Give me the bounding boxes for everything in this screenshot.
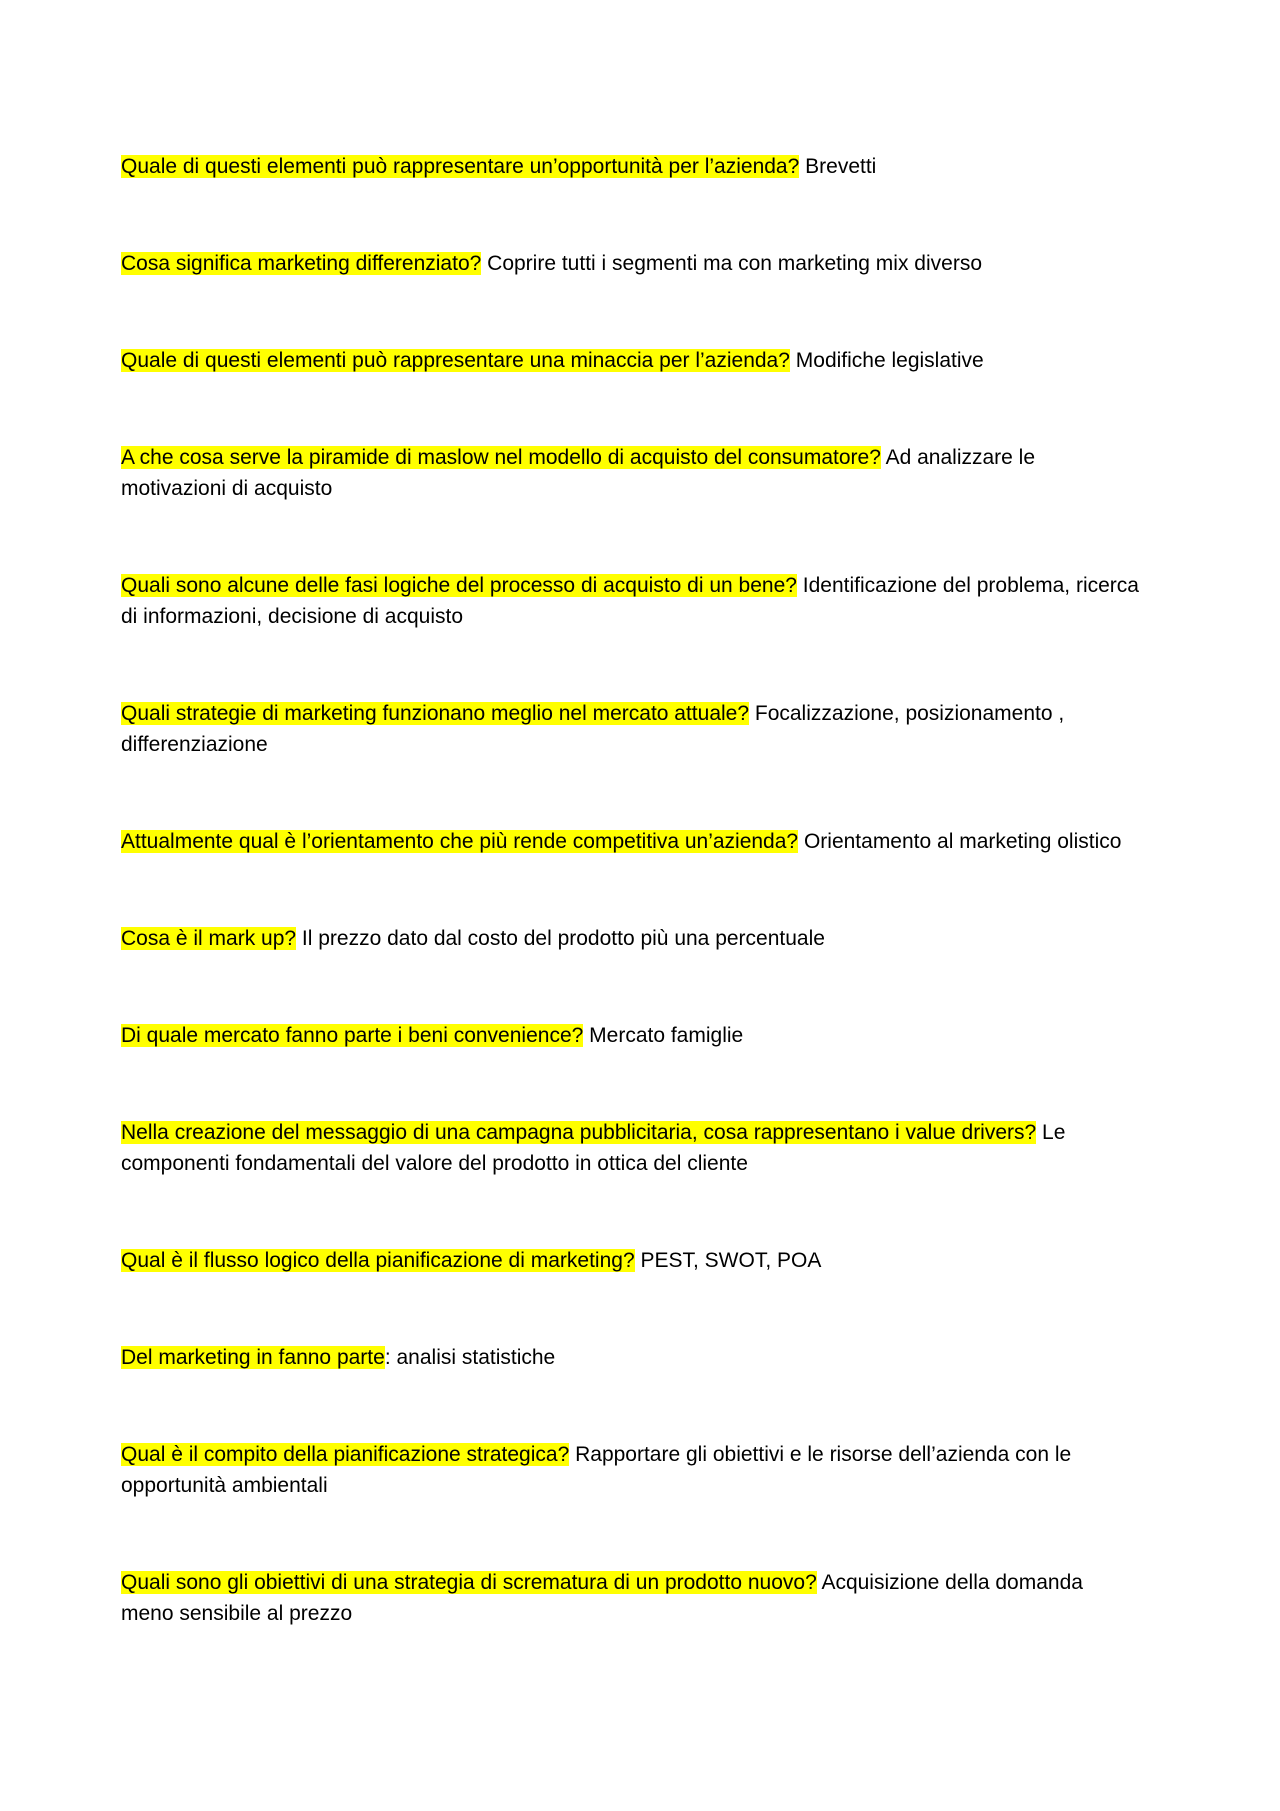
answer: Ad analizzare le motivazioni di acquisto	[121, 446, 1036, 500]
question-highlighted: Quale di questi elementi può rappresentare una minaccia per l’azienda?	[121, 349, 790, 372]
qa-item	[121, 826, 1141, 857]
question-highlighted: Nella creazione del messaggio di una campagna pubblicitaria, cosa rappresentano i value drivers?	[121, 1121, 1037, 1144]
question-highlighted: A che cosa serve la piramide di maslow nel modello di acquisto del consumatore?	[121, 446, 881, 469]
question-highlighted: Di quale mercato fanno parte i beni convenience?	[121, 1024, 584, 1047]
question-highlighted: Qual è il flusso logico della pianificazione di marketing?	[121, 1249, 635, 1272]
qa-item	[121, 923, 1141, 954]
answer: Il prezzo dato dal costo del prodotto più una percentuale	[301, 927, 825, 950]
answer: analisi statistiche	[396, 1346, 556, 1369]
separator: :	[384, 1346, 397, 1369]
answer: Le componenti fondamentali del valore del prodotto in ottica del cliente	[121, 1121, 1066, 1175]
qa-item	[121, 151, 1141, 182]
question-highlighted: Quale di questi elementi può rappresentare un’opportunità per l’azienda?	[121, 155, 800, 178]
qa-list	[121, 151, 1141, 1695]
answer: Acquisizione della domanda meno sensibile al prezzo	[121, 1571, 1083, 1625]
question-highlighted: Attualmente qual è l’orientamento che più rende competitiva un’azienda?	[121, 830, 799, 853]
qa-item	[121, 698, 1141, 760]
answer: Rapportare gli obiettivi e le risorse dell’azienda con le opportunità ambientali	[121, 1443, 1072, 1497]
answer: Modifiche legislative	[795, 349, 984, 372]
answer: Orientamento al marketing olistico	[803, 830, 1122, 853]
question-highlighted: Quali sono gli obiettivi di una strategia di scrematura di un prodotto nuovo?	[121, 1571, 817, 1594]
question-highlighted: Quali strategie di marketing funzionano meglio nel mercato attuale?	[121, 702, 750, 725]
qa-item	[121, 1342, 1141, 1373]
answer: Mercato famiglie	[589, 1024, 744, 1047]
question-highlighted: Cosa significa marketing differenziato?	[121, 252, 482, 275]
qa-item	[121, 1117, 1141, 1179]
qa-item	[121, 1439, 1141, 1501]
qa-item	[121, 1020, 1141, 1051]
answer: Coprire tutti i segmenti ma con marketing mix diverso	[487, 252, 982, 275]
question-highlighted: Cosa è il mark up?	[121, 927, 297, 950]
answer: Identificazione del problema, ricerca di informazioni, decisione di acquisto	[121, 574, 1139, 628]
qa-item	[121, 1245, 1141, 1276]
answer: Brevetti	[805, 155, 877, 178]
qa-item	[121, 1567, 1141, 1629]
qa-item	[121, 345, 1141, 376]
answer: Focalizzazione, posizionamento , differenziazione	[121, 702, 1065, 756]
question-highlighted: Del marketing in fanno parte	[121, 1346, 385, 1369]
question-highlighted: Quali sono alcune delle fasi logiche del processo di acquisto di un bene?	[121, 574, 797, 597]
qa-item	[121, 248, 1141, 279]
answer: PEST, SWOT, POA	[640, 1249, 822, 1272]
question-highlighted: Qual è il compito della pianificazione strategica?	[121, 1443, 570, 1466]
qa-item	[121, 570, 1141, 632]
qa-item	[121, 442, 1141, 504]
